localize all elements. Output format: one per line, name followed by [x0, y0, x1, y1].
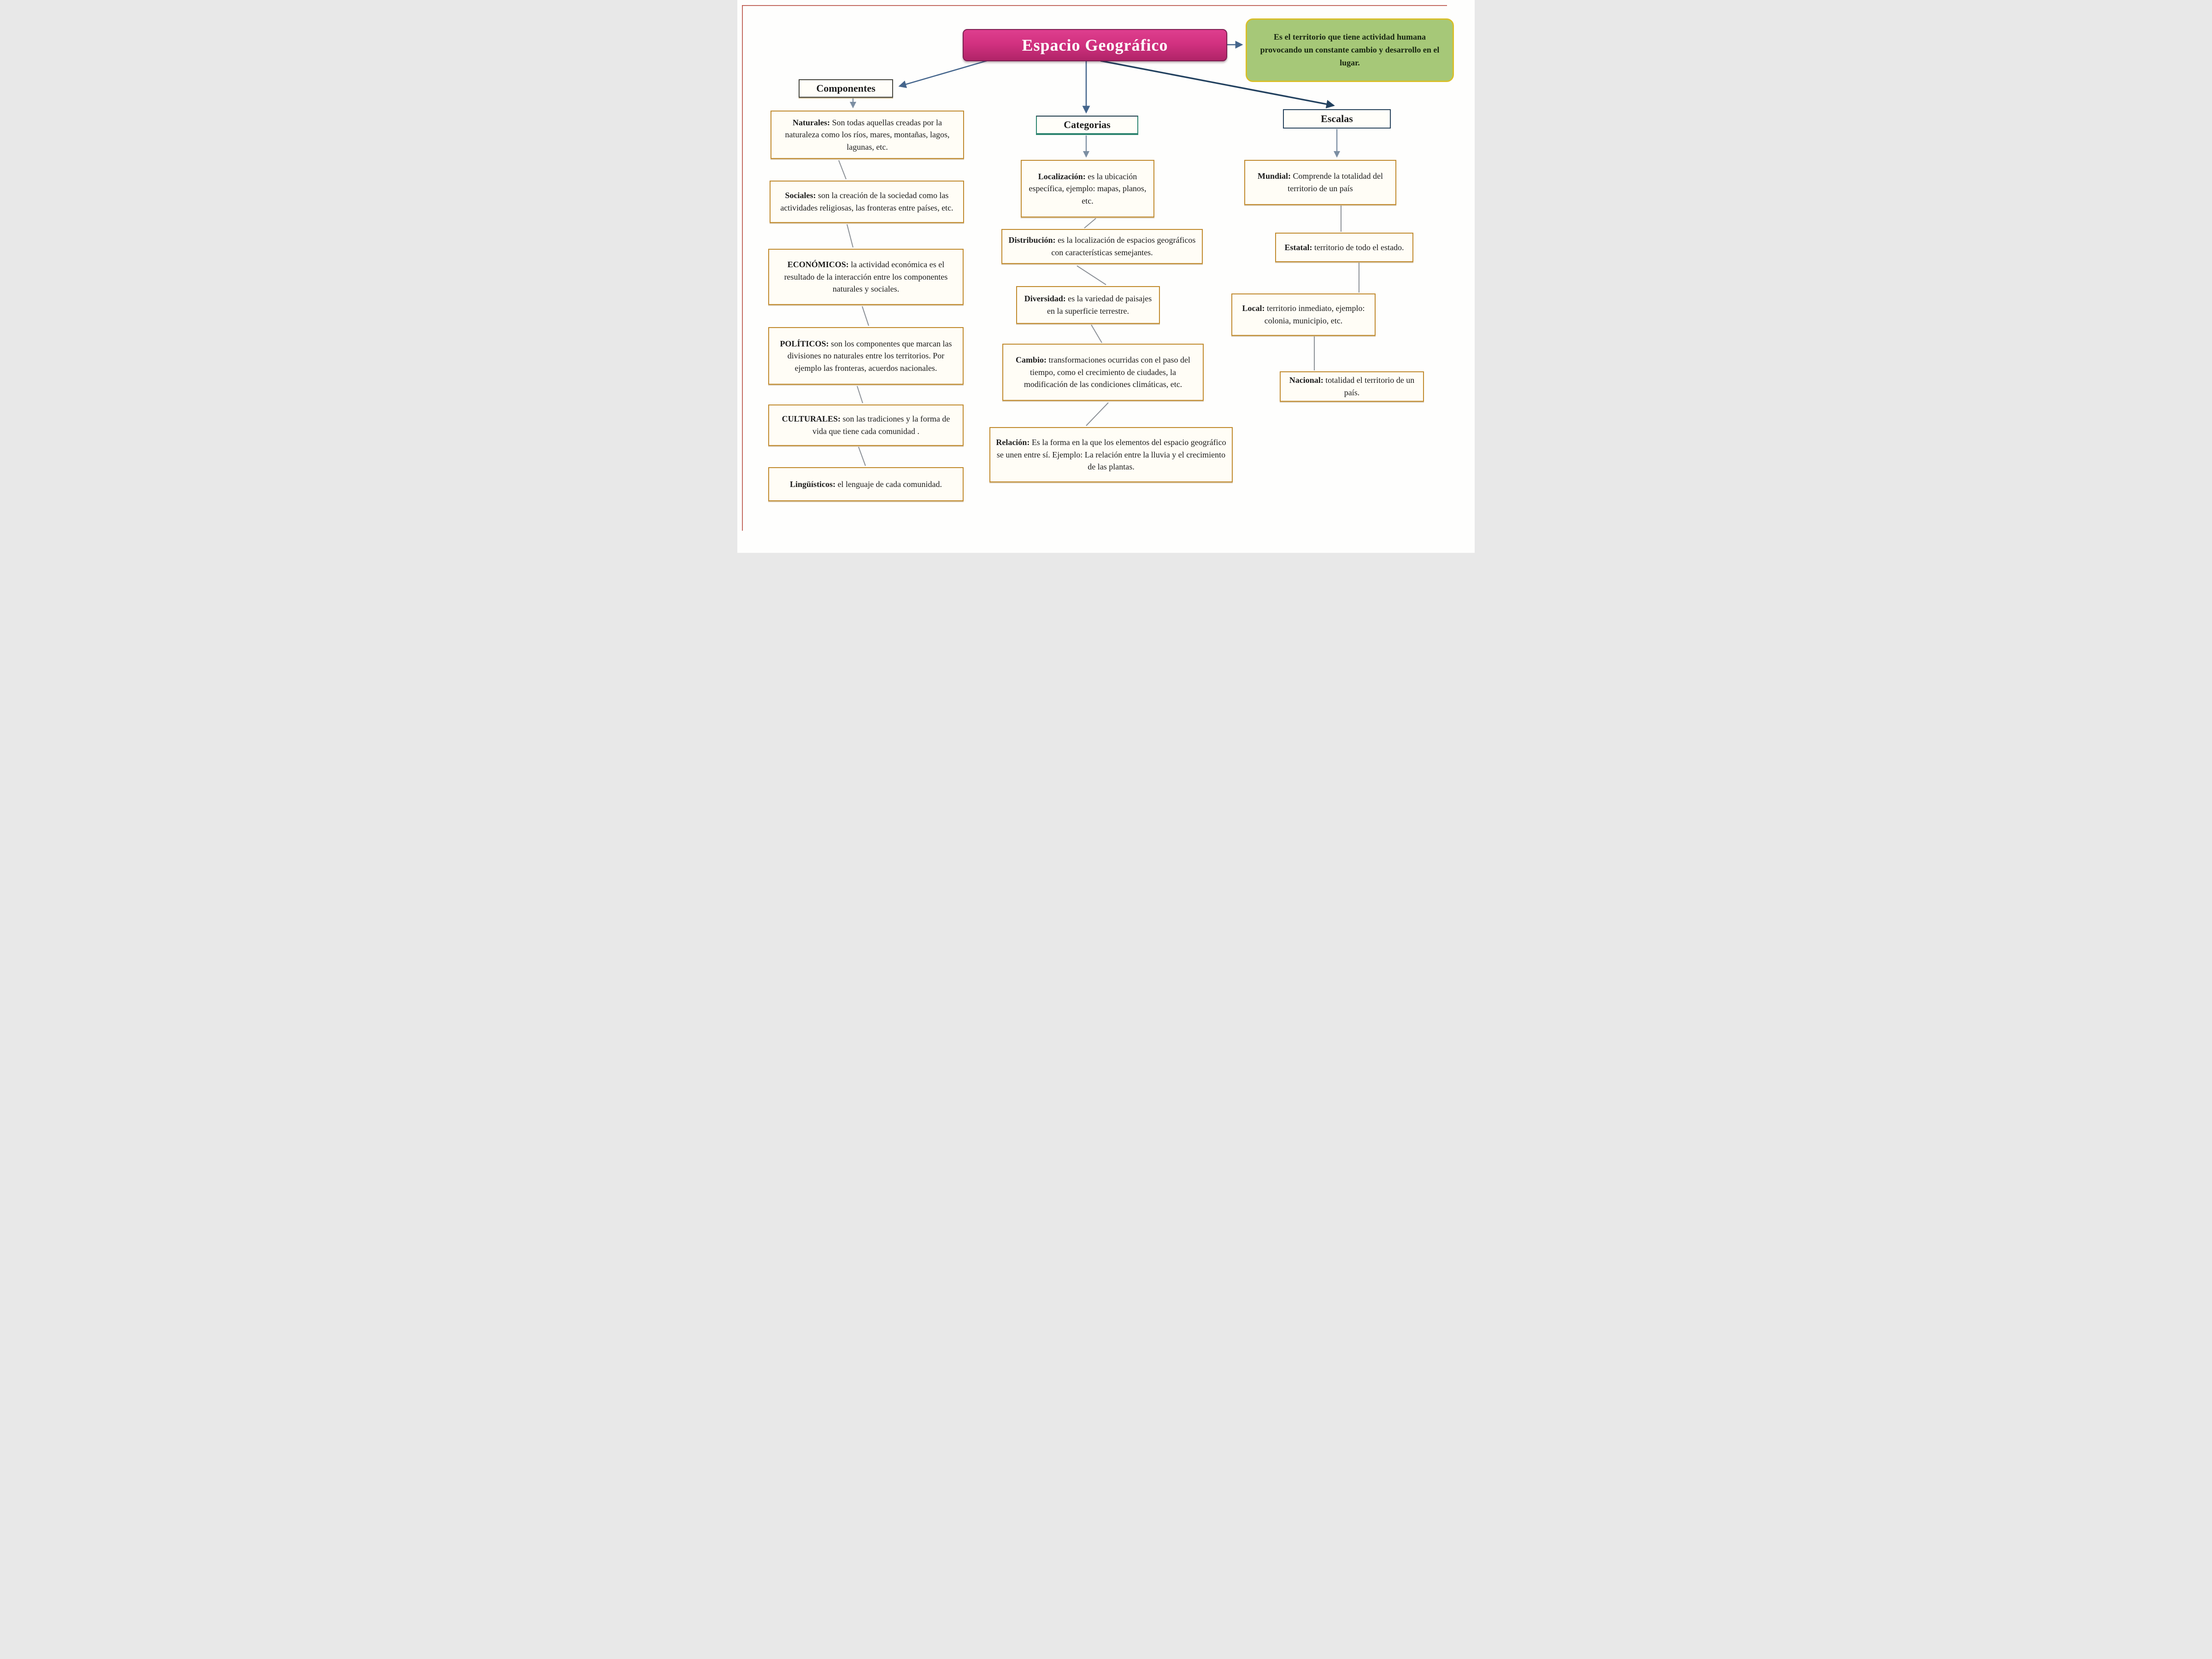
categorias-label: Categorias — [1064, 119, 1111, 130]
politicos-box — [768, 327, 964, 385]
connector-cambio-relacion — [1086, 403, 1108, 426]
culturales-lead: CULTURALES: — [782, 414, 841, 424]
connector-economicos-politicos — [862, 306, 869, 326]
sociales-lead: Sociales: — [785, 191, 816, 200]
connector-naturales-sociales — [839, 160, 846, 179]
local-box — [1231, 293, 1376, 336]
economicos-lead: ECONÓMICOS: — [787, 260, 849, 270]
connector-culturales-linguisticos — [859, 447, 865, 466]
politicos-text — [775, 338, 957, 375]
distribucion-text — [1008, 234, 1196, 258]
escalas-header — [1283, 109, 1391, 129]
localizacion-box — [1021, 160, 1154, 217]
linguisticos-text — [790, 478, 942, 491]
connector-title-componentes — [900, 59, 993, 86]
local-body: territorio inmediato, ejemplo: colonia, municipio, etc. — [1264, 304, 1365, 325]
linguisticos-body: el lenguaje de cada comunidad. — [837, 479, 942, 489]
scan-edge-left — [742, 6, 743, 531]
relacion-box — [989, 427, 1233, 482]
mundial-text — [1251, 170, 1390, 194]
culturales-body: son las tradiciones y la forma de vida que tiene cada comunidad . — [812, 414, 950, 436]
linguisticos-box — [768, 467, 964, 501]
concept-map — [737, 0, 1475, 553]
naturales-text — [777, 117, 958, 153]
mundial-body: Comprende la totalidad del territorio de un país — [1288, 171, 1383, 193]
nacional-box — [1280, 371, 1424, 402]
connector-distribucion-diversidad — [1077, 266, 1106, 285]
estatal-text — [1285, 241, 1404, 254]
economicos-text — [775, 258, 957, 295]
connector-diversidad-cambio — [1091, 325, 1102, 343]
title-node — [963, 29, 1227, 61]
linguisticos-lead: Lingüísticos: — [790, 479, 836, 489]
distribucion-body: es la localización de espacios geográficos con características semejantes. — [1051, 235, 1196, 257]
cambio-body: transformaciones ocurridas con el paso del tiempo, como el crecimiento de ciudades, la modificación de las condiciones climáticas, etc. — [1024, 355, 1190, 389]
localizacion-lead: Localización: — [1038, 171, 1086, 181]
relacion-body: Es la forma en la que los elementos del espacio geográfico se unen entre sí. Ejemplo: La relación entre la lluvia y el crecimiento de las plantas. — [996, 438, 1226, 472]
nacional-body: totalidad el territorio de un país. — [1325, 375, 1415, 397]
estatal-body: territorio de todo el estado. — [1314, 242, 1404, 252]
componentes-header — [799, 79, 893, 98]
estatal-lead: Estatal: — [1284, 242, 1312, 252]
connector-politicos-culturales — [857, 386, 863, 403]
cambio-lead: Cambio: — [1016, 355, 1047, 365]
definition-text: Es el territorio que tiene actividad humana provocando un constante cambio y desarrollo en el lugar. — [1260, 32, 1440, 67]
diversidad-text — [1023, 293, 1153, 317]
sociales-box — [770, 181, 964, 223]
naturales-lead: Naturales: — [793, 117, 830, 127]
economicos-body: la actividad económica es el resultado de la interacción entre los componentes naturales y sociales. — [784, 260, 948, 294]
naturales-body: Son todas aquellas creadas por la naturaleza como los ríos, mares, montañas, lagos, lagunas, etc. — [785, 117, 950, 152]
cambio-text — [1009, 354, 1197, 391]
naturales-box — [771, 111, 964, 159]
distribucion-lead: Distribución: — [1008, 235, 1056, 245]
definition-node — [1246, 18, 1454, 82]
culturales-text — [775, 413, 957, 437]
cambio-box — [1002, 344, 1204, 401]
page-title: Espacio Geográfico — [1022, 36, 1168, 54]
sociales-text — [776, 189, 958, 214]
escalas-label: Escalas — [1321, 113, 1353, 124]
scan-edge-top — [742, 5, 1447, 6]
politicos-lead: POLÍTICOS: — [780, 339, 829, 348]
relacion-text — [996, 436, 1226, 473]
politicos-body: son los componentes que marcan las divisiones no naturales entre los territorios. Por ejemplo las fronteras, acuerdos nacionales. — [787, 339, 952, 373]
connector-sociales-economicos — [847, 224, 853, 247]
distribucion-box — [1001, 229, 1203, 264]
localizacion-text — [1027, 170, 1148, 207]
sociales-body: son la creación de la sociedad como las actividades religiosas, las fronteras entre países, etc. — [780, 191, 953, 212]
diversidad-box — [1016, 286, 1160, 324]
relacion-lead: Relación: — [996, 438, 1030, 447]
local-text — [1238, 302, 1369, 327]
categorias-header — [1036, 116, 1138, 135]
mundial-lead: Mundial: — [1258, 171, 1291, 181]
mundial-box — [1244, 160, 1396, 205]
culturales-box — [768, 404, 964, 446]
economicos-box — [768, 249, 964, 305]
local-lead: Local: — [1242, 304, 1265, 313]
componentes-label: Componentes — [816, 82, 876, 94]
connector-localizacion-distribucion — [1084, 218, 1096, 228]
estatal-box — [1275, 233, 1413, 262]
nacional-text — [1286, 374, 1418, 399]
nacional-lead: Nacional: — [1289, 375, 1324, 385]
diversidad-body: es la variedad de paisajes en la superficie terrestre. — [1047, 294, 1152, 316]
diversidad-lead: Diversidad: — [1024, 294, 1066, 304]
localizacion-body: es la ubicación específica, ejemplo: mapas, planos, etc. — [1029, 171, 1147, 205]
